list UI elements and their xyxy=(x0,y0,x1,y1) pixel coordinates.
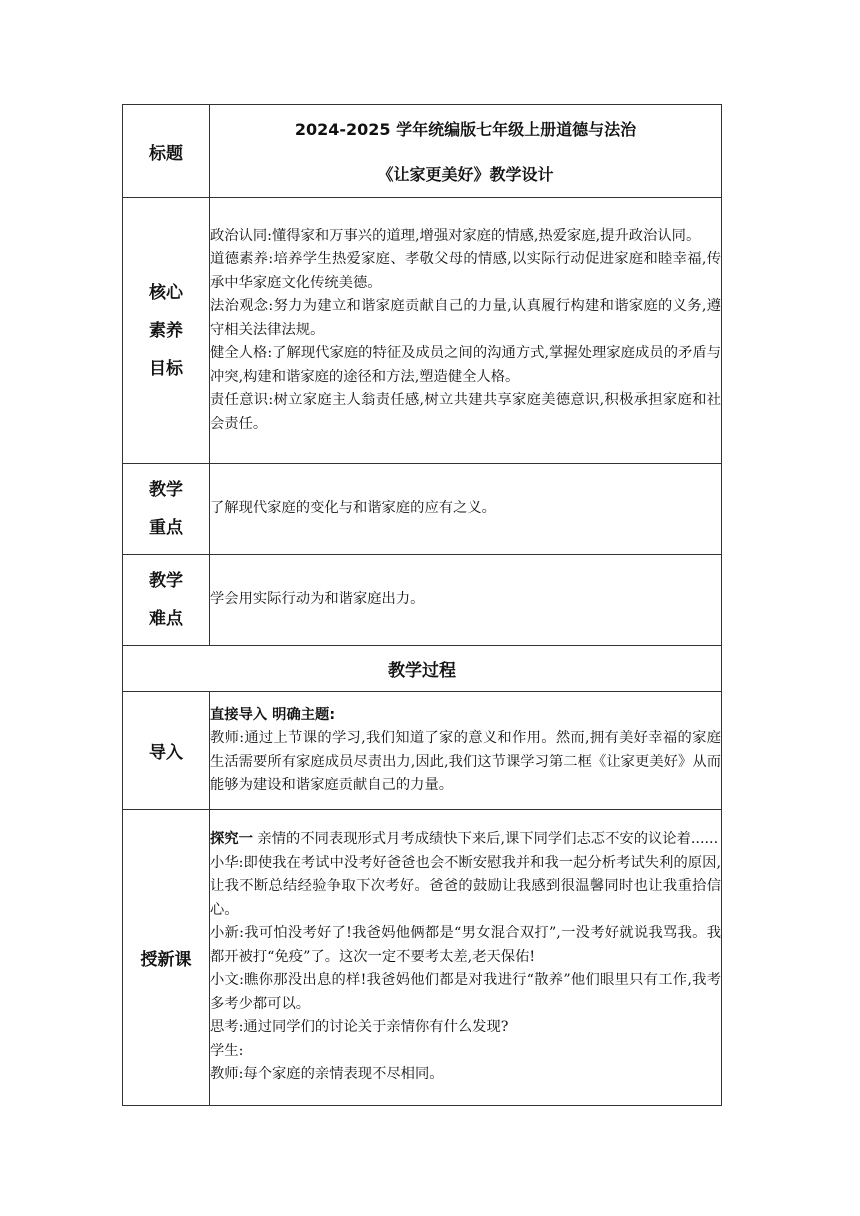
label-line: 教学 xyxy=(149,571,183,591)
core-literacy-content xyxy=(210,198,722,464)
goal-responsibility: 责任意识:树立家庭主人翁责任感,树立共建共享家庭美德意识,积极承担家庭和社会责任。 xyxy=(210,392,721,432)
lesson-plan-table xyxy=(122,104,722,1106)
difficult-point-content: 学会用实际行动为和谐家庭出力。 xyxy=(210,555,722,646)
key-point-content: 了解现代家庭的变化与和谐家庭的应有之义。 xyxy=(210,464,722,555)
label-line: 重点 xyxy=(149,518,183,538)
difficult-point-label xyxy=(123,555,210,646)
title-content xyxy=(210,105,722,198)
dialogue-xiaoxin: 小新:我可怕没考好了!我爸妈他俩都是“男女混合双打”,一没考好就说我骂我。我都开被打“免疫”了。这次一定不要考太差,老天保佑! xyxy=(210,925,721,965)
dialogue-xiaowen: 小文:瞧你那没出息的样!我爸妈他们都是对我进行“散养”他们眼里只有工作,我考多考少都可以。 xyxy=(210,972,721,1012)
explore-one xyxy=(210,828,721,852)
explore-label: 探究一 xyxy=(210,831,253,848)
difficult-point-row xyxy=(123,555,722,646)
goal-law: 法治观念:努力为建立和谐家庭贡献自己的力量,认真履行构建和谐家庭的义务,遵守相关法律法规。 xyxy=(210,298,721,338)
label-line: 难点 xyxy=(149,609,183,629)
core-literacy-label xyxy=(123,198,210,464)
intro-heading: 直接导入 明确主题: xyxy=(210,706,336,723)
goal-political: 政治认同:懂得家和万事兴的道理,增强对家庭的情感,热爱家庭,提升政治认同。 xyxy=(210,227,701,244)
new-lesson-content xyxy=(210,810,722,1106)
think-question: 思考:通过同学们的讨论关于亲情你有什么发现? xyxy=(210,1019,509,1036)
process-header-row xyxy=(123,646,722,692)
core-literacy-row xyxy=(123,198,722,464)
intro-text: 教师:通过上节课的学习,我们知道了家的意义和作用。然而,拥有美好幸福的家庭生活需要所有家庭成员尽责出力,因此,我们这节课学习第二框《让家更美好》从而能够为建设和谐家庭贡献自己的力量。 xyxy=(210,730,721,793)
label-line: 教学 xyxy=(149,480,183,500)
goal-personality: 健全人格:了解现代家庭的特征及成员之间的沟通方式,掌握处理家庭成员的矛盾与冲突,构建和谐家庭的途径和方法,塑造健全人格。 xyxy=(210,345,721,385)
teacher-summary: 教师:每个家庭的亲情表现不尽相同。 xyxy=(210,1066,444,1083)
title-row xyxy=(123,105,722,198)
document-title-line1: 2024-2025 学年统编版七年级上册道德与法治 xyxy=(294,120,637,139)
dialogue-xiaohua: 小华:即使我在考试中没考好爸爸也会不断安慰我并和我一起分析考试失利的原因,让我不断总结经验争取下次考好。爸爸的鼓励让我感到很温馨同时也让我重拾信心。 xyxy=(210,854,721,918)
label-line: 素养 xyxy=(149,320,183,341)
new-lesson-label: 授新课 xyxy=(123,810,210,1106)
intro-content xyxy=(210,692,722,810)
document-title-line2: 《让家更美好》教学设计 xyxy=(377,165,554,184)
key-point-row xyxy=(123,464,722,555)
title-label: 标题 xyxy=(123,105,210,198)
explore-text: 亲情的不同表现形式月考成绩快下来后,课下同学们忐忑不安的议论着...... xyxy=(252,831,719,848)
label-line: 核心 xyxy=(149,282,183,303)
new-lesson-row xyxy=(123,810,722,1106)
process-header: 教学过程 xyxy=(123,646,722,692)
student-answer: 学生: xyxy=(210,1042,244,1059)
goal-moral: 道德素养:培养学生热爱家庭、孝敬父母的情感,以实际行动促进家庭和睦幸福,传承中华家庭文化传统美德。 xyxy=(210,251,721,291)
intro-label: 导入 xyxy=(123,692,210,810)
label-line: 目标 xyxy=(149,358,183,379)
intro-row xyxy=(123,692,722,810)
key-point-label xyxy=(123,464,210,555)
